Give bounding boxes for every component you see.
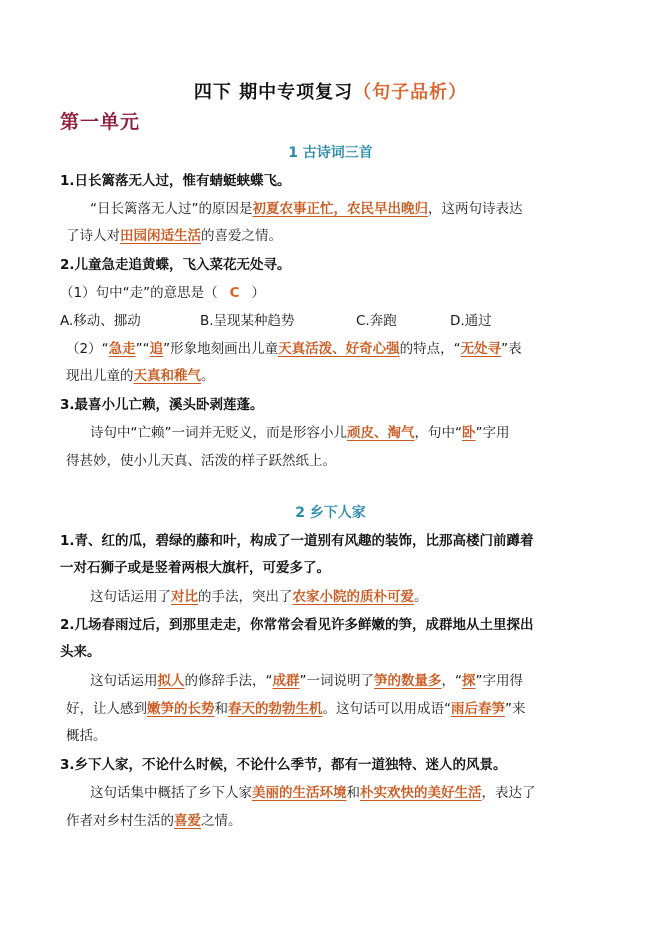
highlight: 天真活泼、好奇心强 <box>278 341 400 357</box>
text: 和 <box>346 785 360 801</box>
answer-2-3-line2 <box>66 811 242 831</box>
highlight: 田园闲适生活 <box>120 228 201 244</box>
highlight: 成群 <box>272 673 300 689</box>
text: ”形象地刻画出儿童 <box>163 341 279 357</box>
text: ，“ <box>441 673 462 689</box>
highlight: 春天的勃勃生机 <box>228 701 323 717</box>
highlight: 雨后春笋 <box>451 701 505 717</box>
text: 的喜爱之情。 <box>201 228 282 244</box>
question-2-1-line1: 1.青、红的瓜，碧绿的藤和叶，构成了一道别有风趣的装饰，比那高楼门前蹲着 <box>60 533 534 549</box>
text: 的特点，“ <box>399 341 461 357</box>
answer-1-3-line1 <box>90 423 510 443</box>
question-2-3: 3.乡下人家，不论什么时候，不论什么季节，都有一道独特、迷人的风景。 <box>60 757 507 773</box>
highlight: 探 <box>462 673 476 689</box>
text: ”表 <box>501 341 522 357</box>
text: 这句话运用了 <box>90 589 171 605</box>
highlight: 朴实欢快的美好生活 <box>360 785 482 801</box>
text: 这句话运用 <box>90 673 158 689</box>
text: ”字用得 <box>475 673 523 689</box>
highlight: 拟人 <box>157 673 185 689</box>
text: ”字用 <box>475 425 510 441</box>
answer-1-2-2-line2 <box>66 366 215 386</box>
question-2-1-line2: 一对石狮子或是竖着两根大旗杆，可爱多了。 <box>60 560 330 576</box>
option-d: D.通过 <box>450 313 492 329</box>
text: 。 <box>414 589 428 605</box>
question-1-2-1 <box>60 283 265 303</box>
option-b: B.呈现某种趋势 <box>200 313 295 329</box>
highlight: 美丽的生活环境 <box>252 785 347 801</box>
highlight: 喜爱 <box>174 813 201 829</box>
answer-2-2-line2 <box>66 699 526 719</box>
answer-choice: C <box>229 285 240 301</box>
text: ”一词说明了 <box>299 673 374 689</box>
highlight: 天真和稚气 <box>133 368 201 384</box>
section-heading-2: 2 乡下人家 <box>295 505 366 521</box>
text: ，句中“ <box>414 425 462 441</box>
text: 作者对乡村生活的 <box>66 813 174 829</box>
highlight: 农家小院的质朴可爱 <box>292 589 414 605</box>
answer-2-3-line1 <box>90 783 536 803</box>
highlight: 嫩笋的长势 <box>147 701 215 717</box>
answer-1-2-2-line1 <box>66 339 522 359</box>
answer-1-1-line2 <box>66 226 282 246</box>
text: ”来 <box>505 701 526 717</box>
text: ”“ <box>135 341 150 357</box>
text: 。这句话可以用成语“ <box>322 701 451 717</box>
text: 的手法，突出了 <box>198 589 293 605</box>
highlight: 卧 <box>462 425 476 441</box>
text: 之情。 <box>201 813 242 829</box>
text: 好，让人感到 <box>66 701 147 717</box>
section-heading-1: 1 古诗词三首 <box>288 145 373 161</box>
question-1-1: 1.日长篱落无人过，惟有蜻蜓蛱蝶飞。 <box>60 173 291 189</box>
question-1-3: 3.最喜小儿亡赖，溪头卧剥莲蓬。 <box>60 397 264 413</box>
text: ） <box>251 285 265 301</box>
title-accent: （句子品析） <box>353 82 468 103</box>
text: 现出儿童的 <box>66 368 134 384</box>
highlight: 急走 <box>108 341 136 357</box>
highlight: 笋的数量多 <box>374 673 442 689</box>
question-2-2-line1: 2.几场春雨过后，到那里走走，你常常会看见许多鲜嫩的笋，成群地从土里探出 <box>60 617 534 633</box>
answer-1-3-line2: 得甚妙，使小儿天真、活泼的样子跃然纸上。 <box>66 453 336 469</box>
answer-2-2-line3: 概括。 <box>66 728 107 744</box>
page-title <box>0 83 661 103</box>
question-2-2-line2: 头来。 <box>60 644 101 660</box>
highlight: 顽皮、淘气 <box>347 425 415 441</box>
text: 这句话集中概括了乡下人家 <box>90 785 252 801</box>
text: ，这两句诗表达 <box>428 201 523 217</box>
highlight: 对比 <box>171 589 198 605</box>
answer-1-1-line1 <box>90 199 523 219</box>
text: “日长篱落无人过”的原因是 <box>90 201 253 217</box>
answer-2-2-line1 <box>90 671 523 691</box>
highlight: 初夏农事正忙，农民早出晚归 <box>252 201 428 217</box>
highlight: 无处寻 <box>460 341 502 357</box>
unit-heading: 第一单元 <box>60 111 141 133</box>
highlight: 追 <box>149 341 164 357</box>
option-a: A.移动、挪动 <box>60 313 141 329</box>
question-1-2: 2.儿童急走追黄蝶，飞入菜花无处寻。 <box>60 257 291 273</box>
text: （2）“ <box>66 341 109 357</box>
text: 诗句中“亡赖”一词并无贬义，而是形容小儿 <box>90 425 347 441</box>
text: 的修辞手法，“ <box>184 673 273 689</box>
text: 了诗人对 <box>66 228 120 244</box>
text: （1）句中“走”的意思是（ <box>60 285 218 301</box>
title-main: 四下 期中专项复习 <box>193 82 354 103</box>
answer-2-1 <box>90 587 428 607</box>
option-c: C.奔跑 <box>356 313 397 329</box>
text: ，表达了 <box>481 785 536 801</box>
text: 。 <box>201 368 215 384</box>
text: 和 <box>214 701 228 717</box>
